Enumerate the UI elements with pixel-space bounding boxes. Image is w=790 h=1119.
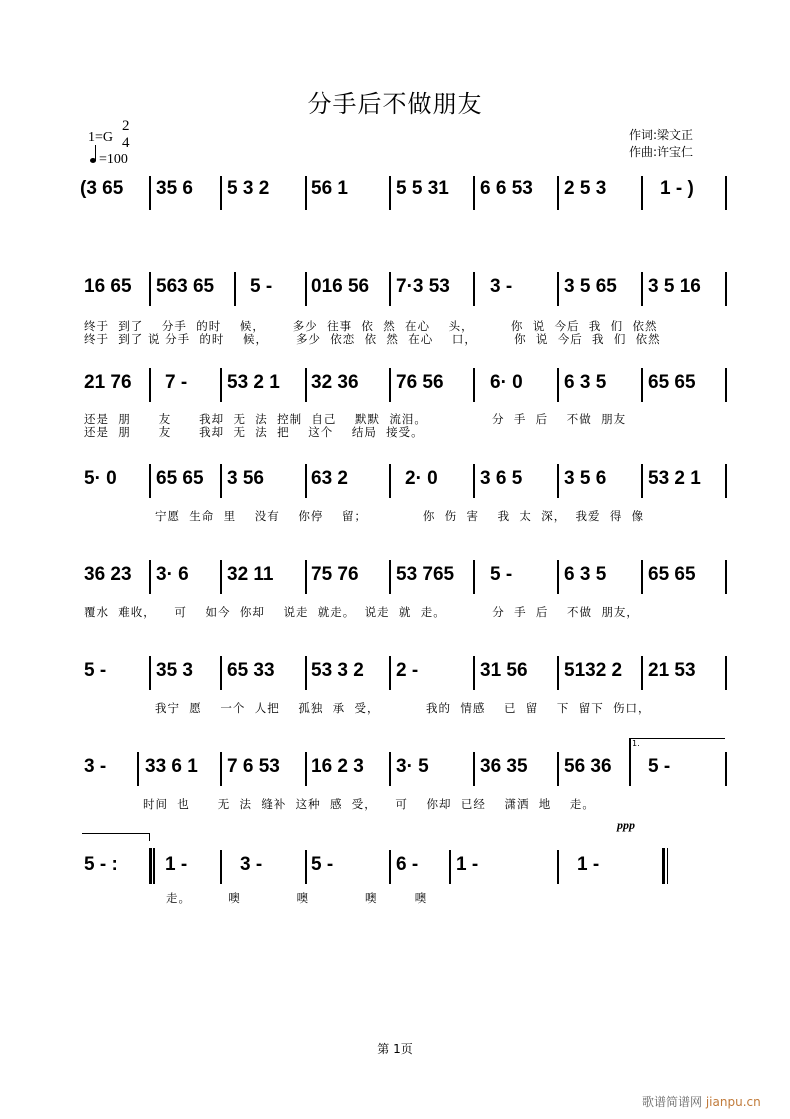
measure: 56 36 [564,756,612,777]
measure: 53 2 1 [227,372,280,393]
bar-line [641,560,643,594]
bar-line [473,752,475,786]
bar-line [389,560,391,594]
bar-line [305,176,307,210]
bar-line [557,850,559,884]
measure: 32 36 [311,372,359,393]
bar-line [473,176,475,210]
measure: 5 5 31 [396,178,449,199]
bar-line [149,272,151,306]
composer: 作曲:许宝仁 [629,145,694,159]
bar-line [389,752,391,786]
bar-line [725,176,727,210]
bar-line [389,368,391,402]
lyrics-verse-1: 走。 噢 噢 噢 噢 [166,891,428,905]
bar-line [725,368,727,402]
bar-line [725,656,727,690]
bar-line [557,752,559,786]
watermark-en: jianpu.cn [705,1095,761,1109]
measure: 31 56 [480,660,528,681]
lyrics-verse-1: 宁愿 生命 里 没有 你停 留； 你 伤 害 我 太 深， 我爱 得 像 [155,509,645,523]
bar-line [725,464,727,498]
bar-line [557,368,559,402]
watermark [642,1093,761,1110]
measure: 35 6 [156,178,193,199]
repeat-bar-line [153,848,155,884]
bar-line [220,464,222,498]
measure: 5 - [648,756,671,777]
bar-line [305,656,307,690]
measure: 6 - [396,854,419,875]
measure: 2 - [396,660,419,681]
measure: 1 - [165,854,188,875]
measure: 3 5 16 [648,276,701,297]
bar-line [449,850,451,884]
bar-line [641,368,643,402]
tempo-marking [90,152,128,168]
bar-line [149,656,151,690]
measure: 65 65 [156,468,204,489]
bar-line [557,464,559,498]
measure: 32 11 [227,564,274,585]
measure: 3· 5 [396,756,429,777]
measure: 3 5 65 [564,276,617,297]
measure: 2 5 3 [564,178,607,199]
bar-line [305,464,307,498]
lyrics-verse-2: 终于 到了 说 分手 的时 候， 多少 依恋 依 然 在心 口， 你 说 今后 我 们 依然 [84,332,661,346]
measure: 2· 0 [405,468,438,489]
bar-line [725,752,727,786]
bar-line [389,656,391,690]
bar-line [629,738,631,786]
measure: 6 6 53 [480,178,533,199]
bar-line [220,368,222,402]
bar-line [220,176,222,210]
measure: 5· 0 [84,468,117,489]
final-bar-line [662,848,665,884]
measure: 3 5 6 [564,468,607,489]
bar-line [557,272,559,306]
measure: 36 35 [480,756,528,777]
bar-line [234,272,236,306]
measure: 65 33 [227,660,275,681]
bar-line [389,850,391,884]
measure: 53 765 [396,564,455,585]
bar-line [220,850,222,884]
measure: 3 6 5 [480,468,523,489]
bar-line [641,464,643,498]
measure: 65 65 [648,564,696,585]
lyricist: 作词:梁文正 [629,128,694,142]
time-signature [122,118,130,152]
measure: 53 3 2 [311,660,364,681]
measure: 7·3 53 [396,276,450,297]
bar-line [725,560,727,594]
bar-line [305,272,307,306]
measure: 5 - [250,276,273,297]
measure: 76 56 [396,372,444,393]
bar-line [305,752,307,786]
measure: 3 - [240,854,263,875]
measure: 3· 6 [156,564,189,585]
bar-line [220,560,222,594]
volta-bracket [82,833,150,834]
measure: 21 76 [84,372,132,393]
bar-line [149,176,151,210]
measure: 63 2 [311,468,348,489]
volta-end [149,833,150,841]
measure: 36 23 [84,564,132,585]
measure: 1 - [456,854,479,875]
bar-line [149,368,151,402]
bar-line [137,752,139,786]
measure: 5 - [490,564,513,585]
time-signature-top: 2 [122,118,130,134]
bar-line [220,752,222,786]
credits [629,127,693,161]
bar-line [389,272,391,306]
bar-line [220,656,222,690]
measure: 65 65 [648,372,696,393]
measure: 21 53 [648,660,696,681]
bar-line [473,368,475,402]
measure: 5 - [311,854,334,875]
measure: 3 - [490,276,513,297]
bar-line [473,656,475,690]
measure: 6 3 5 [564,564,607,585]
song-title: 分手后不做朋友 [307,90,483,118]
bar-line [389,176,391,210]
measure: 5 - : [84,854,118,875]
measure: 6 3 5 [564,372,607,393]
dynamic-marking: ppp [617,818,635,832]
bar-line [557,176,559,210]
lyrics-verse-1: 终于 到了 分手 的时 候， 多少 往事 依 然 在心 头， 你 说 今后 我 们 依然 [84,319,658,333]
bar-line [641,176,643,210]
measure: 5132 2 [564,660,623,681]
bar-line [473,464,475,498]
bar-line [305,560,307,594]
measure: 33 6 1 [145,756,198,777]
bar-line [149,464,151,498]
lyrics-verse-1: 覆水 难收， 可 如今 你却 说走 就走。 说走 就 走。 分 手 后 不做 朋友， [84,605,639,619]
measure: 16 65 [84,276,132,297]
bar-line [149,560,151,594]
page-number: 第 1页 [377,1042,413,1056]
lyrics-verse-1: 还是 朋 友 我却 无 法 控制 自己 默默 流泪。 分 手 后 不做 朋友 [84,412,627,426]
bar-line [641,272,643,306]
bar-line [557,656,559,690]
measure: 56 1 [311,178,348,199]
final-bar-line [667,848,668,884]
bar-line [557,560,559,594]
measure: 3 - [84,756,107,777]
volta-bracket [629,738,725,739]
volta-label: 1. [632,739,640,748]
lyrics-verse-2: 还是 朋 友 我却 无 法 把 这个 结局 接受。 [84,425,424,439]
bar-line [641,656,643,690]
key-signature: 1=G [88,130,114,145]
watermark-cn: 歌谱简谱网 [642,1095,703,1109]
bar-line [389,464,391,498]
measure: 7 6 53 [227,756,280,777]
lyrics-verse-1: 时间 也 无 法 缝补 这种 感 受， 可 你却 已经 潇洒 地 走。 [143,797,595,811]
time-signature-bottom: 4 [122,135,130,151]
bar-line [725,272,727,306]
measure: 35 3 [156,660,193,681]
measure: 1 - ) [660,178,694,199]
measure: 6· 0 [490,372,523,393]
bar-line [305,368,307,402]
measure: 563 65 [156,276,215,297]
measure: 5 - [84,660,107,681]
measure: 1 - [577,854,600,875]
lyrics-verse-1: 我宁 愿 一个 人把 孤独 承 受， 我的 情感 已 留 下 留下 伤口， [155,701,651,715]
measure: (3 65 [80,178,124,199]
measure: 75 76 [311,564,359,585]
measure: 3 56 [227,468,264,489]
measure: 53 2 1 [648,468,701,489]
quarter-note-icon [90,158,96,163]
measure: 5 3 2 [227,178,270,199]
measure: 7 - [165,372,188,393]
bar-line [473,560,475,594]
repeat-bar-line [149,848,152,884]
bar-line [473,272,475,306]
tempo-value: =100 [99,152,128,167]
measure: 16 2 3 [311,756,364,777]
measure: 016 56 [311,276,370,297]
bar-line [305,850,307,884]
